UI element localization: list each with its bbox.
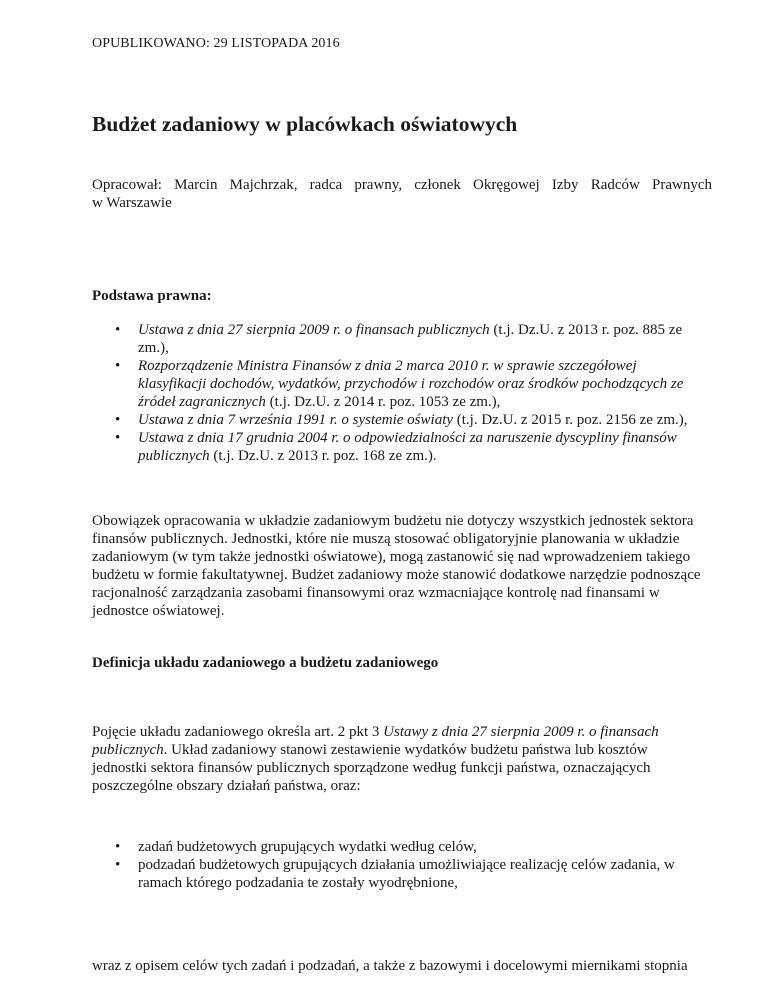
author-line-1: Opracował: Marcin Majchrzak, radca prawny, członek Okręgowej Izby Radców Prawnych — [92, 177, 712, 193]
bullet-icon: • — [115, 430, 121, 446]
act-reference: (t.j. Dz.U. z 2015 r. poz. 2156 ze zm.), — [453, 412, 688, 428]
definition-intro: Pojęcie układu zadaniowego określa art. 2 pkt 3 — [92, 724, 384, 740]
list-item-text: podzadań budżetowych grupujących działania umożliwiające realizację celów zadania, w ramach którego podzadania te zostały wyodrębnione, — [138, 857, 675, 891]
publication-date: OPUBLIKOWANO: 29 LISTOPADA 2016 — [92, 36, 340, 51]
bullet-icon: • — [115, 322, 121, 338]
list-item — [92, 856, 712, 892]
intro-paragraph: Obowiązek opracowania w układzie zadaniowym budżetu nie dotyczy wszystkich jednostek sektora finansów publicznych. Jednostki, które nie muszą stosować obligatoryjnie planowania w układzie zadaniowym (w tym także jednostki oświatowe), mogą zastanowić się nad wprowadzeniem takiego budżetu w formie fakultatywnej. Budżet zadaniowy może stanowić dodatkowe narzędzie podnoszące racjonalność zarządzania zasobami finansowymi oraz wzmacniające kontrolę nad finansami w jednostce oświatowej. — [92, 513, 701, 619]
act-title: Rozporządzenie Ministra Finansów z dnia 2 marca 2010 r. w sprawie szczegółowej klasyfikacji dochodów, wydatków, przychodów i rozchodów oraz środków pochodzących ze źródeł zagranicznych — [138, 358, 684, 410]
bullet-icon: • — [115, 358, 121, 374]
legal-basis-list — [92, 321, 704, 465]
tail-paragraph: wraz z opisem celów tych zadań i podzadań, a także z bazowymi i docelowymi miernikami stopnia — [92, 958, 688, 974]
list-item — [92, 357, 704, 411]
list-item — [92, 411, 704, 429]
bullet-icon: • — [115, 839, 121, 855]
act-reference: (t.j. Dz.U. z 2014 r. poz. 1053 ze zm.), — [265, 394, 501, 410]
author-line-2: w Warszawie — [92, 195, 172, 211]
definition-body: . Układ zadaniowy stanowi zestawienie wydatków budżetu państwa lub kosztów jednostki sektora finansów publicznych sporządzone według funkcji państwa, oznaczających poszczególne obszary działań państwa, oraz: — [92, 742, 651, 794]
act-title: Ustawa z dnia 27 sierpnia 2009 r. o finansach publicznych — [138, 322, 490, 338]
list-item — [92, 321, 704, 357]
act-title: Ustawy z dnia 27 sierpnia 2009 r. o finansach publicznych — [92, 724, 659, 758]
bullet-icon: • — [115, 857, 121, 873]
legal-basis-heading: Podstawa prawna: — [92, 288, 212, 304]
task-list — [92, 838, 712, 892]
article-title: Budżet zadaniowy w placówkach oświatowych — [92, 112, 518, 136]
act-title: Ustawa z dnia 17 grudnia 2004 r. o odpowiedzialności za naruszenie dyscypliny finansów publicznych — [138, 430, 677, 464]
act-reference: (t.j. Dz.U. z 2013 r. poz. 885 ze zm.), — [138, 322, 683, 356]
list-item — [92, 429, 704, 465]
author-info — [92, 176, 712, 212]
definition-heading: Definicja układu zadaniowego a budżetu zadaniowego — [92, 655, 439, 671]
act-reference: (t.j. Dz.U. z 2013 r. poz. 168 ze zm.). — [209, 448, 437, 464]
definition-paragraph — [92, 723, 702, 795]
list-item-text: zadań budżetowych grupujących wydatki według celów, — [138, 839, 477, 855]
list-item — [92, 838, 712, 856]
bullet-icon: • — [115, 412, 121, 428]
act-title: Ustawa z dnia 7 września 1991 r. o systemie oświaty — [138, 412, 454, 428]
